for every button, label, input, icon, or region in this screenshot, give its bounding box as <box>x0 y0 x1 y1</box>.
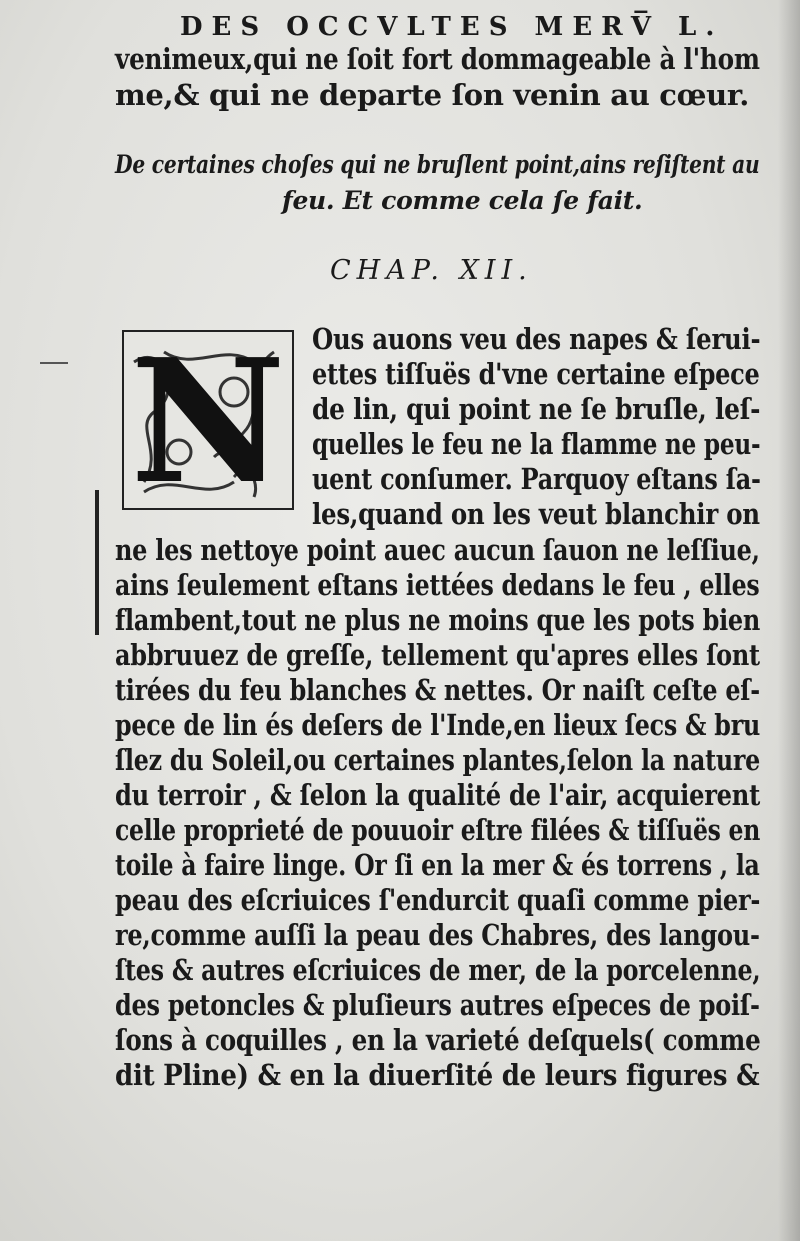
intro-line-2: me,& qui ne departe ſon venin au cœur. <box>115 78 750 112</box>
body-line-12: re,comme auſſi la peau des Chabres, des langou- <box>115 918 760 952</box>
body-line-1: ne les nettoye point auec aucun ſauon ne leſſiue, <box>115 533 760 567</box>
initial-line-4: quelles le feu ne la flamme ne peu- <box>312 427 761 461</box>
body-line-10: toile à faire linge. Or ſi en la mer & és torrens , la <box>115 848 760 882</box>
body-line-2: ains ſeulement eſtans iettées dedans le feu , elles <box>115 568 760 602</box>
running-header: DES OCCVLTES MERV̅ L. <box>180 12 724 42</box>
initial-line-6: les,quand on les veut blanchir on <box>312 497 760 531</box>
body-line-15: ſons à coquilles , en la varieté deſquels( comme <box>115 1023 761 1057</box>
margin-bracket <box>95 490 99 635</box>
initial-line-1: Ous auons veu des napes & ſerui- <box>312 322 761 356</box>
margin-mark <box>40 362 68 364</box>
page-edge-shadow <box>778 0 800 1241</box>
section-title-line-2: feu. Et comme cela ſe fait. <box>282 186 643 215</box>
body-line-14: des petoncles & pluſieurs autres eſpeces de poiſ- <box>115 988 760 1022</box>
body-line-8: du terroir , & ſelon la qualité de l'air, acquierent <box>115 778 761 812</box>
body-line-7: ſlez du Soleil,ou certaines plantes,ſelon la nature <box>115 743 760 777</box>
initial-line-3: de lin, qui point ne ſe bruſle, leſ- <box>312 392 761 426</box>
decorated-initial <box>122 322 294 522</box>
body-line-4: abbruuez de greſſe, tellement qu'apres elles ſont <box>115 638 760 672</box>
body-line-16: dit Pline) & en la diuerſité de leurs figures & <box>115 1058 760 1092</box>
initial-line-5: uent conſumer. Parquoy eſtans ſa- <box>312 462 761 496</box>
body-line-9: celle proprieté de pouuoir eſtre filées & tiſſuës en <box>115 813 761 847</box>
chapter-heading: CHAP. XII. <box>330 255 533 286</box>
body-line-3: flambent,tout ne plus ne moins que les pots bien <box>115 603 761 637</box>
body-line-13: ſtes & autres eſcriuices de mer, de la porcelenne, <box>115 953 761 987</box>
body-line-6: pece de lin és deſers de l'Inde,en lieux ſecs & bru <box>115 708 761 742</box>
initial-line-2: ettes tiſſuës d'vne certaine eſpece <box>312 357 760 391</box>
body-line-5: tirées du feu blanches & nettes. Or naiſt ceſte eſ- <box>115 673 760 707</box>
drop-cap-letter: N <box>130 322 286 522</box>
intro-line-1: venimeux,qui ne ſoit fort dommageable à l'hom <box>115 42 760 76</box>
body-line-11: peau des eſcriuices ſ'endurcit quaſi comme pier- <box>115 883 761 917</box>
section-title-line-1: De certaines choſes qui ne bruſlent point,ains reſiſtent au <box>115 150 760 179</box>
